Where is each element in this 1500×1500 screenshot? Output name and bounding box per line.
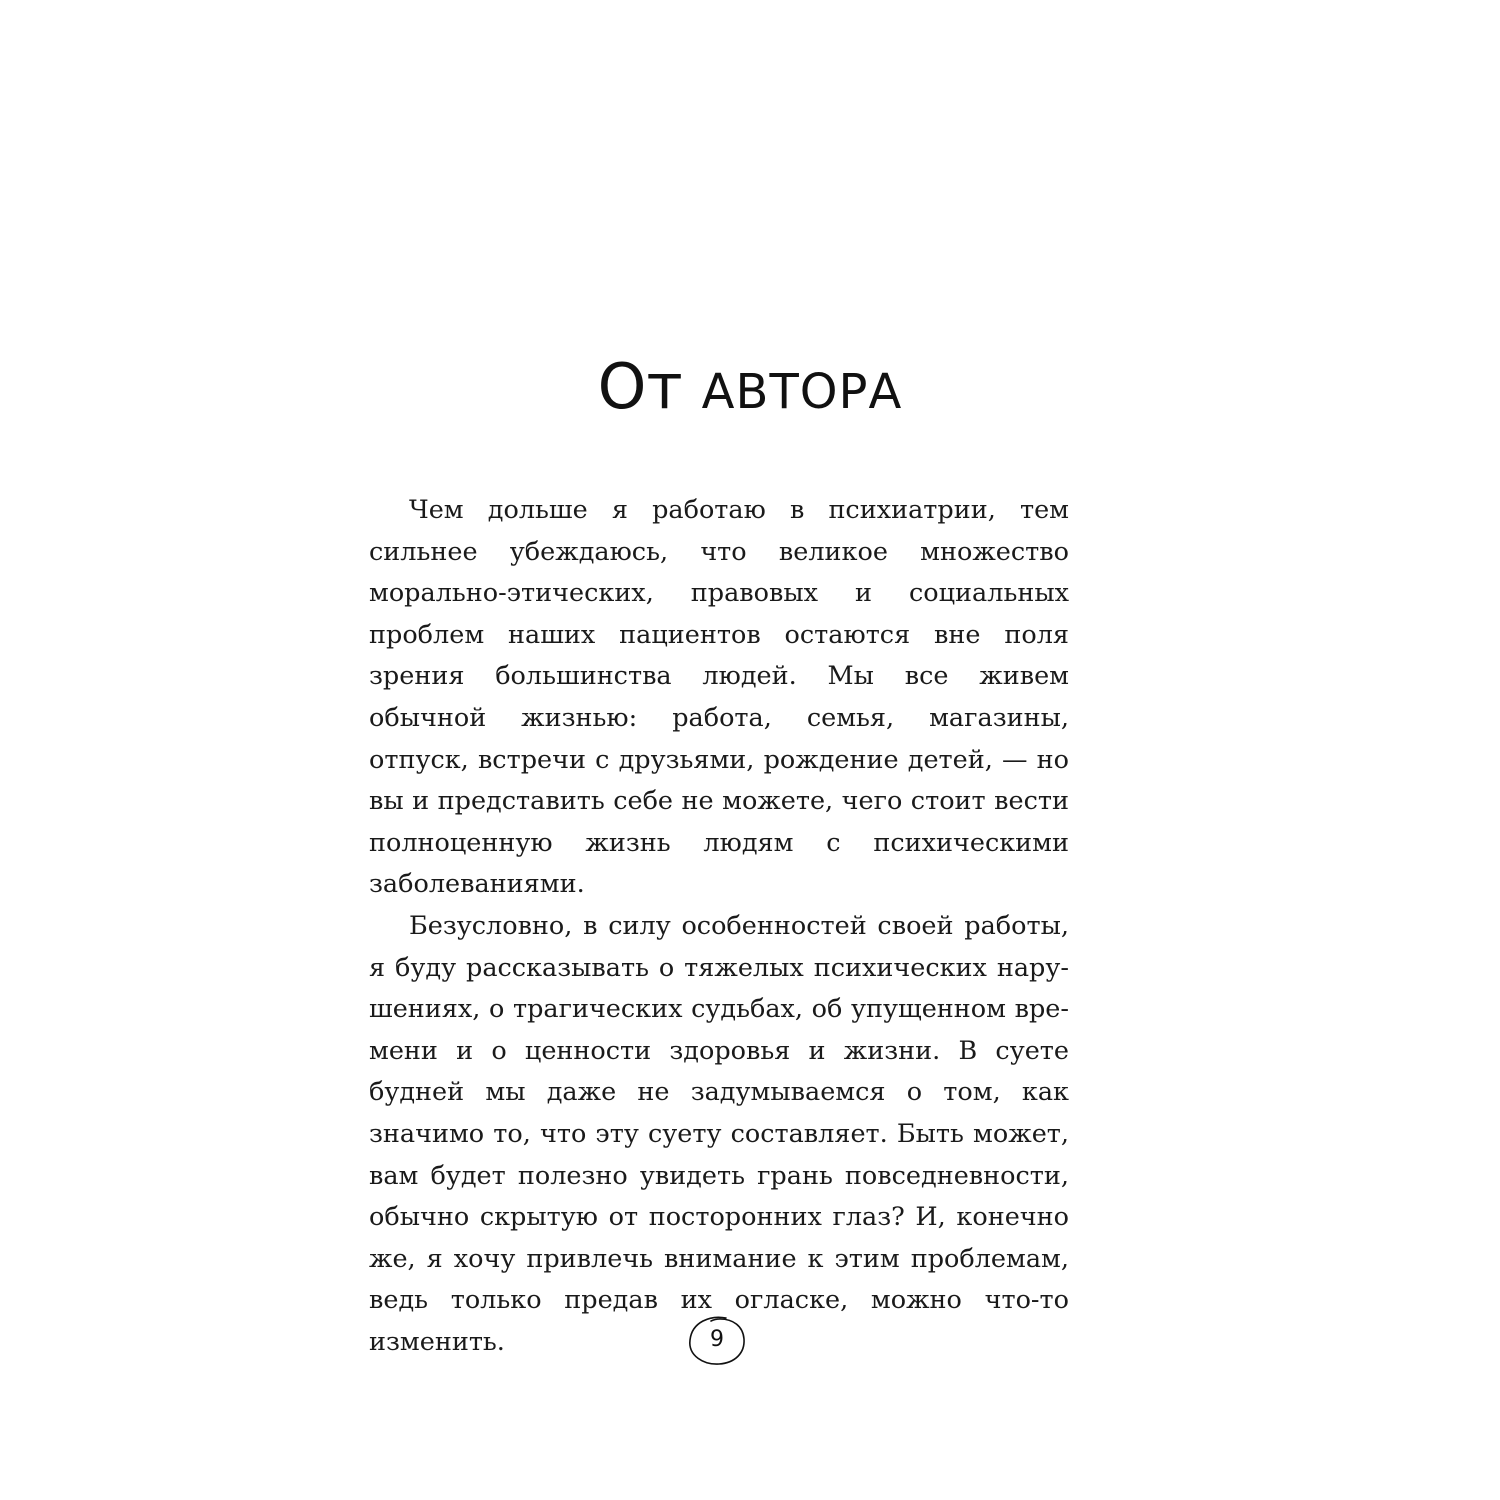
paragraph-2: Безусловно, в силу особенностей своей работы, я буду рассказывать о тяжелых психических нарушениях, о трагических судьбах, об упущенном времени и о ценности здоровья и жизни. В суете будней мы даже не задумываемся о том, как значимо то, что эту суету составляет. Быть может, вам будет полезно увидеть грань повседневности, обычно скрытую от посторонних глаз? И, конечно же, я хочу привлечь внимание к этим проблемам, ведь только предав их огласке, можно что-то изменить. [369, 910, 1069, 1357]
chapter-title-rest: АВТОРА [701, 364, 903, 420]
page-number-badge [686, 1314, 748, 1368]
paragraph-1: Чем дольше я работаю в психиатрии, тем сильнее убеждаюсь, что великое множество морально-этических, правовых и социальных проблем наших пациентов остаются вне поля зрения большинства людей. Мы все живем обычной жизнью: работа, семья, магазины, отпуск, встречи с друзьями, рождение детей, — но вы и представить себе не можете, чего стоит вести полноценную жизнь людям с психическими заболеваниями. [369, 495, 1069, 900]
page-number: 9 [710, 1327, 724, 1352]
chapter-title [0, 350, 1500, 424]
chapter-title-first-word: От [597, 350, 683, 423]
body-text [369, 490, 1069, 1363]
